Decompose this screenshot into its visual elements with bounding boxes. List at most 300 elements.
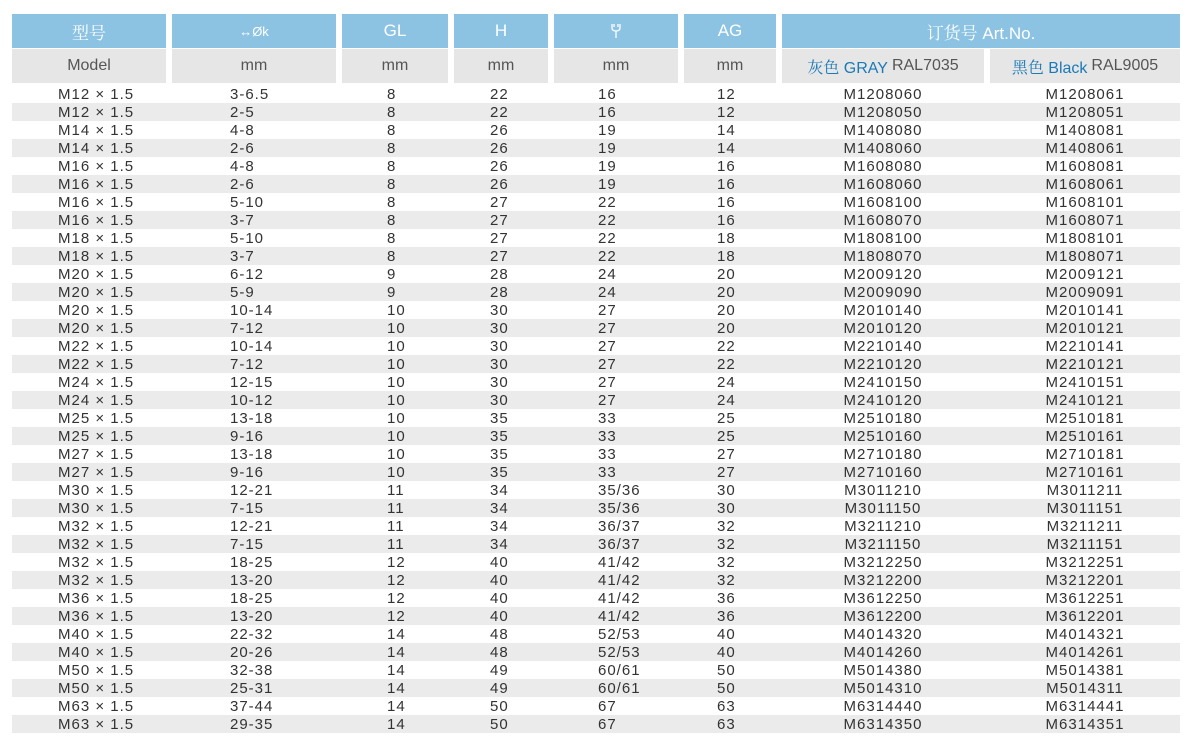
cell-diameter: 2-6 [230, 140, 255, 157]
cell-gl: 10 [387, 302, 406, 319]
cell-h: 30 [490, 320, 509, 337]
cell-gray-art-no: M3612250 [843, 590, 923, 607]
cell-spanner: 19 [598, 122, 617, 139]
table-row [12, 571, 1180, 589]
header-gray-variant [782, 49, 984, 83]
cell-gray-art-no: M1208050 [843, 104, 923, 121]
table-row [12, 679, 1180, 697]
header-order-number: 订货号 Art.No. [782, 14, 1180, 48]
cell-model: M20 × 1.5 [58, 320, 135, 337]
cell-gray-art-no: M6314440 [843, 698, 923, 715]
cell-black-art-no: M2210121 [1045, 356, 1125, 373]
cell-model: M24 × 1.5 [58, 374, 135, 391]
cell-gl: 14 [387, 626, 406, 643]
cell-gl: 12 [387, 572, 406, 589]
cell-diameter: 18-25 [230, 590, 274, 607]
cell-gl: 10 [387, 338, 406, 355]
table-row [12, 229, 1180, 247]
table-row [12, 355, 1180, 373]
cell-black-art-no: M2010141 [1045, 302, 1125, 319]
cell-black-art-no: M3212251 [1045, 554, 1125, 571]
cell-black-art-no: M3212201 [1045, 572, 1125, 589]
cell-diameter: 13-18 [230, 410, 274, 427]
header-spanner [554, 14, 678, 48]
cell-spanner: 52/53 [598, 626, 641, 643]
cell-h: 26 [490, 176, 509, 193]
cell-model: M20 × 1.5 [58, 266, 135, 283]
table-row [12, 715, 1180, 733]
cell-h: 30 [490, 302, 509, 319]
table-row [12, 211, 1180, 229]
cell-black-art-no: M6314441 [1045, 698, 1125, 715]
cell-ag: 63 [717, 716, 736, 733]
cell-gray-art-no: M1608080 [843, 158, 923, 175]
cell-spanner: 22 [598, 212, 617, 229]
cell-h: 26 [490, 140, 509, 157]
cell-gl: 12 [387, 608, 406, 625]
cell-black-art-no: M2010121 [1045, 320, 1125, 337]
cell-diameter: 13-20 [230, 572, 274, 589]
cell-gray-art-no: M2410150 [843, 374, 923, 391]
cell-ag: 27 [717, 446, 736, 463]
cell-spanner: 41/42 [598, 554, 641, 571]
cell-h: 30 [490, 338, 509, 355]
header-black-variant [990, 49, 1180, 83]
cell-spanner: 27 [598, 320, 617, 337]
table-row [12, 319, 1180, 337]
cell-gray-art-no: M2710160 [843, 464, 923, 481]
table-row [12, 121, 1180, 139]
cell-black-art-no: M2510161 [1045, 428, 1125, 445]
cell-ag: 18 [717, 230, 736, 247]
cell-ag: 14 [717, 122, 736, 139]
cell-black-art-no: M2510181 [1045, 410, 1125, 427]
table-row [12, 337, 1180, 355]
cell-gl: 10 [387, 446, 406, 463]
cell-diameter: 5-10 [230, 230, 265, 247]
cell-h: 50 [490, 716, 509, 733]
cell-h: 27 [490, 194, 509, 211]
cell-gray-art-no: M3612200 [843, 608, 923, 625]
cell-model: M40 × 1.5 [58, 644, 135, 661]
cell-spanner: 52/53 [598, 644, 641, 661]
table-row [12, 625, 1180, 643]
cell-gl: 8 [387, 158, 397, 175]
table-row [12, 517, 1180, 535]
cell-black-art-no: M5014311 [1046, 680, 1124, 697]
cell-ag: 18 [717, 248, 736, 265]
cell-gray-art-no: M1408060 [843, 140, 923, 157]
header-row-primary [12, 14, 1180, 48]
cell-model: M25 × 1.5 [58, 410, 135, 427]
cell-gray-art-no: M1608070 [843, 212, 923, 229]
cell-diameter: 32-38 [230, 662, 274, 679]
cell-model: M20 × 1.5 [58, 284, 135, 301]
cell-spanner: 24 [598, 266, 617, 283]
cell-ag: 20 [717, 266, 736, 283]
table-row [12, 391, 1180, 409]
cell-model: M40 × 1.5 [58, 626, 135, 643]
cell-gl: 10 [387, 392, 406, 409]
header-cable-diameter [172, 14, 336, 48]
table-row [12, 247, 1180, 265]
cell-ag: 40 [717, 626, 736, 643]
cell-gray-art-no: M2010120 [843, 320, 923, 337]
cell-spanner: 33 [598, 446, 617, 463]
cell-diameter: 7-12 [230, 320, 265, 337]
cell-model: M32 × 1.5 [58, 572, 135, 589]
cell-black-art-no: M1808071 [1045, 248, 1125, 265]
spec-table [12, 14, 1180, 733]
cell-h: 50 [490, 698, 509, 715]
table-row [12, 589, 1180, 607]
header-ag-unit: mm [684, 49, 776, 83]
cell-h: 34 [490, 500, 509, 517]
cell-gl: 10 [387, 320, 406, 337]
cell-black-art-no: M6314351 [1045, 716, 1125, 733]
cell-black-art-no: M2410151 [1045, 374, 1125, 391]
table-row [12, 373, 1180, 391]
cell-black-art-no: M1408081 [1045, 122, 1125, 139]
cell-h: 34 [490, 536, 509, 553]
cell-model: M27 × 1.5 [58, 446, 135, 463]
cell-ag: 27 [717, 464, 736, 481]
cell-gl: 8 [387, 212, 397, 229]
table-row [12, 553, 1180, 571]
cell-gray-art-no: M2410120 [843, 392, 923, 409]
cell-gl: 12 [387, 590, 406, 607]
cell-black-art-no: M2009121 [1045, 266, 1125, 283]
cell-diameter: 25-31 [230, 680, 274, 697]
cell-spanner: 22 [598, 194, 617, 211]
cell-model: M30 × 1.5 [58, 500, 135, 517]
cell-h: 27 [490, 212, 509, 229]
header-diameter-unit: mm [172, 49, 336, 83]
cell-spanner: 36/37 [598, 536, 641, 553]
cell-spanner: 22 [598, 230, 617, 247]
header-h: H [454, 14, 548, 48]
cell-diameter: 3-7 [230, 212, 255, 229]
cell-gray-art-no: M1408080 [843, 122, 923, 139]
cell-gl: 8 [387, 122, 397, 139]
header-gl: GL [342, 14, 448, 48]
cell-h: 40 [490, 590, 509, 607]
cell-h: 22 [490, 104, 509, 121]
cell-black-art-no: M1208061 [1045, 86, 1125, 103]
cell-gl: 8 [387, 194, 397, 211]
cell-ag: 30 [717, 500, 736, 517]
cell-diameter: 7-12 [230, 356, 265, 373]
cell-gray-art-no: M2010140 [843, 302, 923, 319]
cell-gl: 8 [387, 230, 397, 247]
cell-h: 35 [490, 410, 509, 427]
cell-h: 26 [490, 122, 509, 139]
cell-black-art-no: M3612201 [1045, 608, 1125, 625]
cell-h: 34 [490, 518, 509, 535]
cell-model: M50 × 1.5 [58, 680, 135, 697]
cell-spanner: 67 [598, 698, 617, 715]
cell-diameter: 10-14 [230, 338, 274, 355]
cell-diameter: 2-5 [230, 104, 255, 121]
cell-diameter: 5-9 [230, 284, 255, 301]
cell-model: M36 × 1.5 [58, 590, 135, 607]
cell-gray-art-no: M1608100 [843, 194, 923, 211]
cell-gl: 8 [387, 176, 397, 193]
cell-spanner: 60/61 [598, 680, 641, 697]
cable-diameter-icon: ↔Øk [239, 23, 269, 39]
cell-ag: 20 [717, 302, 736, 319]
cell-ag: 24 [717, 374, 736, 391]
cell-gray-art-no: M3011210 [844, 482, 922, 499]
cell-spanner: 27 [598, 374, 617, 391]
header-row-secondary [12, 49, 1180, 83]
cell-spanner: 27 [598, 338, 617, 355]
cell-ag: 63 [717, 698, 736, 715]
table-row [12, 193, 1180, 211]
cell-black-art-no: M3211211 [1046, 518, 1124, 535]
header-model: 型号 [12, 14, 166, 48]
cell-spanner: 60/61 [598, 662, 641, 679]
cell-diameter: 12-21 [230, 482, 274, 499]
table-row [12, 481, 1180, 499]
cell-gl: 8 [387, 248, 397, 265]
table-row [12, 535, 1180, 553]
cell-black-art-no: M1608081 [1045, 158, 1125, 175]
cell-h: 30 [490, 374, 509, 391]
cell-ag: 50 [717, 662, 736, 679]
table-row [12, 409, 1180, 427]
cell-model: M24 × 1.5 [58, 392, 135, 409]
cell-gl: 14 [387, 644, 406, 661]
cell-model: M20 × 1.5 [58, 302, 135, 319]
cell-diameter: 22-32 [230, 626, 274, 643]
cell-model: M25 × 1.5 [58, 428, 135, 445]
table-row [12, 445, 1180, 463]
cell-h: 40 [490, 572, 509, 589]
cell-ag: 32 [717, 572, 736, 589]
cell-ag: 32 [717, 536, 736, 553]
cell-ag: 16 [717, 194, 736, 211]
cell-model: M50 × 1.5 [58, 662, 135, 679]
cell-gray-art-no: M4014260 [843, 644, 923, 661]
cell-h: 34 [490, 482, 509, 499]
cell-model: M18 × 1.5 [58, 248, 135, 265]
cell-diameter: 10-12 [230, 392, 274, 409]
cell-h: 49 [490, 662, 509, 679]
cell-gray-art-no: M3211150 [844, 536, 922, 553]
cell-ag: 16 [717, 158, 736, 175]
cell-model: M16 × 1.5 [58, 158, 135, 175]
cell-h: 22 [490, 86, 509, 103]
cell-ag: 16 [717, 212, 736, 229]
cell-diameter: 20-26 [230, 644, 274, 661]
cell-spanner: 19 [598, 158, 617, 175]
table-row [12, 139, 1180, 157]
cell-gray-art-no: M2710180 [843, 446, 923, 463]
cell-black-art-no: M2410121 [1045, 392, 1125, 409]
cell-gray-art-no: M6314350 [843, 716, 923, 733]
table-row [12, 301, 1180, 319]
cell-model: M63 × 1.5 [58, 716, 135, 733]
cell-gray-art-no: M1608060 [843, 176, 923, 193]
cell-gray-art-no: M1808100 [843, 230, 923, 247]
cell-spanner: 41/42 [598, 608, 641, 625]
gray-color-label: 灰色 GRAY [807, 59, 888, 77]
cell-ag: 24 [717, 392, 736, 409]
cell-h: 35 [490, 446, 509, 463]
cell-diameter: 12-21 [230, 518, 274, 535]
cell-h: 27 [490, 248, 509, 265]
cell-spanner: 35/36 [598, 500, 641, 517]
cell-h: 28 [490, 284, 509, 301]
cell-model: M63 × 1.5 [58, 698, 135, 715]
cell-spanner: 24 [598, 284, 617, 301]
cell-gl: 11 [387, 482, 405, 499]
cell-gl: 10 [387, 410, 406, 427]
cell-model: M16 × 1.5 [58, 212, 135, 229]
gray-ral-code: RAL7035 [891, 57, 959, 74]
cell-model: M12 × 1.5 [58, 104, 135, 121]
cell-ag: 16 [717, 176, 736, 193]
cell-spanner: 33 [598, 464, 617, 481]
cell-diameter: 13-20 [230, 608, 274, 625]
cell-spanner: 22 [598, 248, 617, 265]
cell-spanner: 41/42 [598, 572, 641, 589]
cell-model: M27 × 1.5 [58, 464, 135, 481]
cell-gl: 10 [387, 356, 406, 373]
cell-ag: 32 [717, 554, 736, 571]
table-row [12, 463, 1180, 481]
cell-h: 48 [490, 626, 509, 643]
cell-model: M14 × 1.5 [58, 122, 135, 139]
cell-h: 40 [490, 608, 509, 625]
cell-diameter: 10-14 [230, 302, 274, 319]
cell-gray-art-no: M3211210 [844, 518, 922, 535]
cell-ag: 50 [717, 680, 736, 697]
cell-model: M16 × 1.5 [58, 194, 135, 211]
cell-gl: 11 [387, 500, 405, 517]
cell-ag: 30 [717, 482, 736, 499]
cell-spanner: 16 [598, 104, 617, 121]
cell-diameter: 3-7 [230, 248, 255, 265]
cell-ag: 32 [717, 518, 736, 535]
table-row [12, 661, 1180, 679]
spanner-width-icon [609, 22, 623, 40]
cell-spanner: 41/42 [598, 590, 641, 607]
header-gl-unit: mm [342, 49, 448, 83]
table-row [12, 697, 1180, 715]
cell-black-art-no: M1608061 [1045, 176, 1125, 193]
cell-black-art-no: M3612251 [1045, 590, 1125, 607]
table-row [12, 85, 1180, 103]
cell-ag: 22 [717, 338, 736, 355]
cell-gl: 8 [387, 140, 397, 157]
cell-black-art-no: M4014321 [1045, 626, 1125, 643]
cell-model: M36 × 1.5 [58, 608, 135, 625]
cell-model: M32 × 1.5 [58, 554, 135, 571]
cell-diameter: 13-18 [230, 446, 274, 463]
cell-black-art-no: M2710181 [1045, 446, 1125, 463]
cell-black-art-no: M1208051 [1045, 104, 1125, 121]
cell-ag: 20 [717, 284, 736, 301]
cell-model: M14 × 1.5 [58, 140, 135, 157]
cell-gl: 14 [387, 698, 406, 715]
table-row [12, 175, 1180, 193]
table-row [12, 265, 1180, 283]
cell-diameter: 29-35 [230, 716, 274, 733]
cell-black-art-no: M2009091 [1045, 284, 1125, 301]
cell-gray-art-no: M2510160 [843, 428, 923, 445]
cell-h: 30 [490, 356, 509, 373]
table-row [12, 607, 1180, 625]
cell-model: M22 × 1.5 [58, 338, 135, 355]
cell-diameter: 5-10 [230, 194, 265, 211]
cell-model: M32 × 1.5 [58, 536, 135, 553]
cell-diameter: 37-44 [230, 698, 274, 715]
cell-gl: 10 [387, 428, 406, 445]
cell-diameter: 3-6.5 [230, 86, 270, 103]
cell-diameter: 9-16 [230, 428, 265, 445]
cell-h: 35 [490, 464, 509, 481]
cell-black-art-no: M2210141 [1045, 338, 1125, 355]
black-ral-code: RAL9005 [1091, 57, 1159, 74]
cell-black-art-no: M1608071 [1045, 212, 1125, 229]
cell-ag: 25 [717, 410, 736, 427]
cell-ag: 14 [717, 140, 736, 157]
cell-black-art-no: M3011151 [1046, 500, 1124, 517]
header-model-en: Model [12, 49, 166, 83]
table-body [12, 85, 1180, 733]
cell-model: M30 × 1.5 [58, 482, 135, 499]
cell-black-art-no: M2710161 [1045, 464, 1125, 481]
cell-gl: 14 [387, 680, 406, 697]
cell-h: 26 [490, 158, 509, 175]
cell-spanner: 36/37 [598, 518, 641, 535]
cell-gray-art-no: M3212250 [843, 554, 923, 571]
cell-diameter: 4-8 [230, 122, 255, 139]
cell-gray-art-no: M2210120 [843, 356, 923, 373]
cell-ag: 36 [717, 608, 736, 625]
cell-diameter: 18-25 [230, 554, 274, 571]
cell-black-art-no: M1808101 [1045, 230, 1125, 247]
cell-spanner: 19 [598, 176, 617, 193]
cell-spanner: 27 [598, 356, 617, 373]
cell-gl: 14 [387, 716, 406, 733]
cell-black-art-no: M1408061 [1045, 140, 1125, 157]
cell-diameter: 6-12 [230, 266, 265, 283]
table-row [12, 427, 1180, 445]
cell-black-art-no: M1608101 [1045, 194, 1125, 211]
cell-gray-art-no: M1808070 [843, 248, 923, 265]
cell-gray-art-no: M3011150 [844, 500, 922, 517]
cell-gl: 11 [387, 518, 405, 535]
cell-spanner: 27 [598, 302, 617, 319]
cell-spanner: 16 [598, 86, 617, 103]
cell-spanner: 19 [598, 140, 617, 157]
cell-ag: 20 [717, 320, 736, 337]
cell-model: M18 × 1.5 [58, 230, 135, 247]
black-color-label: 黑色 Black [1011, 59, 1088, 77]
cell-spanner: 35/36 [598, 482, 641, 499]
cell-ag: 22 [717, 356, 736, 373]
cell-h: 49 [490, 680, 509, 697]
cell-ag: 12 [717, 104, 736, 121]
cell-gray-art-no: M2210140 [843, 338, 923, 355]
cell-gray-art-no: M3212200 [843, 572, 923, 589]
cell-diameter: 7-15 [230, 500, 265, 517]
cell-h: 35 [490, 428, 509, 445]
cell-spanner: 33 [598, 410, 617, 427]
